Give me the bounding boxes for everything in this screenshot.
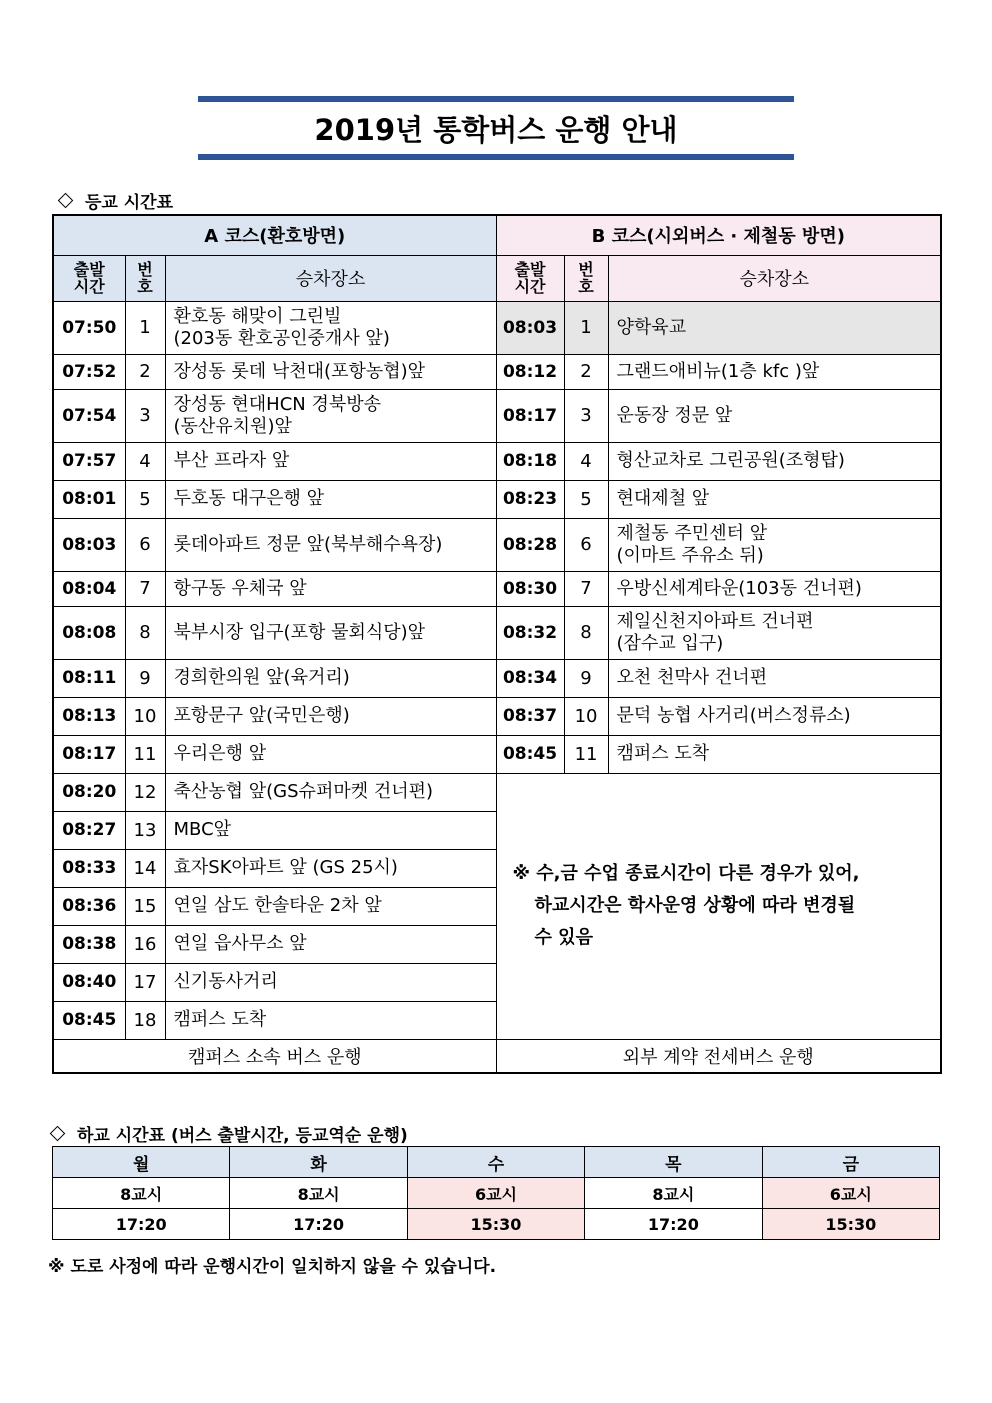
table-row: [53, 480, 941, 518]
schedule-note: [496, 773, 941, 1039]
a-place: 환호동 해맞이 그린빌 (203동 환호공인중개사 앞): [165, 301, 496, 354]
a-place: MBC앞: [165, 811, 496, 849]
table-row: [53, 354, 941, 389]
periods-cell: 8교시: [585, 1178, 762, 1209]
a-num: 18: [125, 1001, 165, 1039]
afternoon-schedule-table: [52, 1146, 940, 1240]
b-place: 제일신천지아파트 건너편 (잠수교 입구): [608, 606, 941, 659]
periods-cell: 6교시: [407, 1178, 584, 1209]
a-num: 8: [125, 606, 165, 659]
b-num: 3: [564, 389, 608, 442]
times-cell: 15:30: [407, 1209, 584, 1240]
a-num: 3: [125, 389, 165, 442]
days-cell: 목: [585, 1147, 762, 1178]
b-place: 문덕 농협 사거리(버스정류소): [608, 697, 941, 735]
a-num: 9: [125, 659, 165, 697]
a-num: 5: [125, 480, 165, 518]
diamond-icon: [50, 1126, 66, 1142]
note-line: 수 있음: [534, 927, 593, 948]
a-place: 신기동사거리: [165, 963, 496, 1001]
a-time: 08:38: [53, 925, 125, 963]
table-row: [53, 659, 941, 697]
afternoon-section-heading: [48, 1121, 408, 1146]
a-time: 07:52: [53, 354, 125, 389]
table-row: [53, 697, 941, 735]
morning-schedule-table: [52, 214, 942, 1074]
a-time: 08:40: [53, 963, 125, 1001]
a-num: 17: [125, 963, 165, 1001]
b-place: 형산교차로 그린공원(조형탑): [608, 442, 941, 480]
a-num: 12: [125, 773, 165, 811]
page-title: 2019년 통학버스 운행 안내: [314, 112, 678, 147]
times-cell: 17:20: [585, 1209, 762, 1240]
a-num: 2: [125, 354, 165, 389]
b-place: 오천 천막사 건너편: [608, 659, 941, 697]
footer-a: 캠퍼스 소속 버스 운행: [53, 1039, 496, 1073]
b-num: 8: [564, 606, 608, 659]
b-place: 우방신세계타운(103동 건너편): [608, 571, 941, 606]
a-place: 연일 읍사무소 앞: [165, 925, 496, 963]
b-time: 08:30: [496, 571, 564, 606]
periods-cell: 8교시: [53, 1178, 230, 1209]
times-row: [53, 1209, 940, 1240]
b-time: 08:17: [496, 389, 564, 442]
days-cell: 월: [53, 1147, 230, 1178]
title-bottom-rule: [198, 154, 794, 160]
course-a-header: A 코스(환호방면): [53, 215, 496, 255]
table-row: [53, 773, 941, 811]
a-place: 효자SK아파트 앞 (GS 25시): [165, 849, 496, 887]
days-cell: 수: [407, 1147, 584, 1178]
b-time: 08:28: [496, 518, 564, 571]
col-time-b: 출발 시간: [496, 255, 564, 301]
a-num: 7: [125, 571, 165, 606]
a-place: 축산농협 앞(GS슈퍼마켓 건너편): [165, 773, 496, 811]
a-place: 롯데아파트 정문 앞(북부해수욕장): [165, 518, 496, 571]
a-time: 08:01: [53, 480, 125, 518]
a-place: 항구동 우체국 앞: [165, 571, 496, 606]
a-time: 08:04: [53, 571, 125, 606]
a-time: 08:13: [53, 697, 125, 735]
b-num: 4: [564, 442, 608, 480]
morning-table-body: [53, 301, 941, 1073]
a-time: 08:17: [53, 735, 125, 773]
b-time: 08:34: [496, 659, 564, 697]
b-time: 08:23: [496, 480, 564, 518]
note-line: ※ 수,금 수업 종료시간이 다른 경우가 있어,: [512, 863, 860, 884]
morning-section-heading: [56, 188, 173, 213]
periods-cell: 6교시: [762, 1178, 939, 1209]
b-place: 현대제철 앞: [608, 480, 941, 518]
table-row: [53, 442, 941, 480]
afternoon-section-label: 하교 시간표 (버스 출발시간, 등교역순 운행): [77, 1126, 408, 1146]
b-time: 08:37: [496, 697, 564, 735]
b-num: 11: [564, 735, 608, 773]
table-row: [53, 518, 941, 571]
b-time: 08:03: [496, 301, 564, 354]
a-time: 07:54: [53, 389, 125, 442]
b-place: 양학육교: [608, 301, 941, 354]
table-row: [53, 606, 941, 659]
a-place: 캠퍼스 도착: [165, 1001, 496, 1039]
a-num: 16: [125, 925, 165, 963]
a-place: 장성동 롯데 낙천대(포항농협)앞: [165, 354, 496, 389]
a-time: 08:36: [53, 887, 125, 925]
b-time: 08:12: [496, 354, 564, 389]
b-place: 그랜드애비뉴(1층 kfc )앞: [608, 354, 941, 389]
diamond-icon: [58, 193, 74, 209]
table-row: [53, 389, 941, 442]
a-time: 08:27: [53, 811, 125, 849]
a-num: 15: [125, 887, 165, 925]
times-cell: 17:20: [230, 1209, 407, 1240]
footer-row: [53, 1039, 941, 1073]
col-time-a: 출발 시간: [53, 255, 125, 301]
a-time: 08:33: [53, 849, 125, 887]
table-row: [53, 301, 941, 354]
a-time: 08:45: [53, 1001, 125, 1039]
bottom-note: ※ 도로 사정에 따라 운행시간이 일치하지 않을 수 있습니다.: [48, 1257, 497, 1277]
times-cell: 17:20: [53, 1209, 230, 1240]
col-place-a: 승차장소: [165, 255, 496, 301]
table-row: [53, 571, 941, 606]
b-time: 08:18: [496, 442, 564, 480]
a-num: 14: [125, 849, 165, 887]
a-time: 07:57: [53, 442, 125, 480]
a-place: 경희한의원 앞(육거리): [165, 659, 496, 697]
col-num-b: 번 호: [564, 255, 608, 301]
a-num: 1: [125, 301, 165, 354]
a-time: 08:11: [53, 659, 125, 697]
table-row: [53, 735, 941, 773]
a-num: 4: [125, 442, 165, 480]
a-num: 6: [125, 518, 165, 571]
b-place: 제철동 주민센터 앞 (이마트 주유소 뒤): [608, 518, 941, 571]
b-num: 7: [564, 571, 608, 606]
b-time: 08:45: [496, 735, 564, 773]
b-time: 08:32: [496, 606, 564, 659]
b-place: 운동장 정문 앞: [608, 389, 941, 442]
days-row: [53, 1147, 940, 1178]
col-num-a: 번 호: [125, 255, 165, 301]
a-place: 장성동 현대HCN 경북방송 (동산유치원)앞: [165, 389, 496, 442]
a-place: 포항문구 앞(국민은행): [165, 697, 496, 735]
b-num: 9: [564, 659, 608, 697]
b-num: 1: [564, 301, 608, 354]
days-cell: 금: [762, 1147, 939, 1178]
a-time: 07:50: [53, 301, 125, 354]
periods-row: [53, 1178, 940, 1209]
a-time: 08:08: [53, 606, 125, 659]
a-time: 08:03: [53, 518, 125, 571]
a-place: 북부시장 입구(포항 물회식당)앞: [165, 606, 496, 659]
b-num: 10: [564, 697, 608, 735]
days-cell: 화: [230, 1147, 407, 1178]
periods-cell: 8교시: [230, 1178, 407, 1209]
b-place: 캠퍼스 도착: [608, 735, 941, 773]
course-b-header: B 코스(시외버스 · 제철동 방면): [496, 215, 941, 255]
b-num: 6: [564, 518, 608, 571]
col-place-b: 승차장소: [608, 255, 941, 301]
a-num: 11: [125, 735, 165, 773]
times-cell: 15:30: [762, 1209, 939, 1240]
note-line: 하교시간은 학사운영 상황에 따라 변경될: [534, 895, 856, 916]
a-place: 두호동 대구은행 앞: [165, 480, 496, 518]
title-banner: [198, 96, 794, 160]
a-place: 연일 삼도 한솔타운 2차 앞: [165, 887, 496, 925]
a-place: 부산 프라자 앞: [165, 442, 496, 480]
a-place: 우리은행 앞: [165, 735, 496, 773]
footer-b: 외부 계약 전세버스 운행: [496, 1039, 941, 1073]
a-time: 08:20: [53, 773, 125, 811]
a-num: 13: [125, 811, 165, 849]
a-num: 10: [125, 697, 165, 735]
b-num: 5: [564, 480, 608, 518]
b-num: 2: [564, 354, 608, 389]
morning-section-label: 등교 시간표: [85, 193, 174, 213]
